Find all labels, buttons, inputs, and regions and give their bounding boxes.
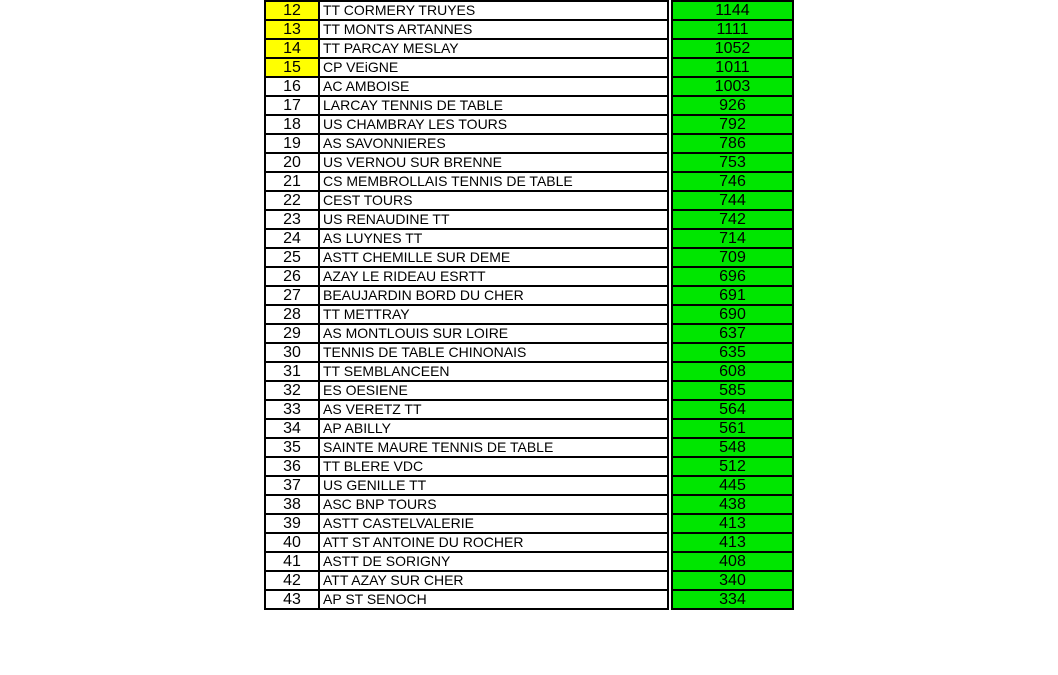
points-cell: 548: [672, 438, 793, 457]
club-name-cell: ATT AZAY SUR CHER: [319, 571, 668, 590]
club-name-cell: ASC BNP TOURS: [319, 495, 668, 514]
points-cell: 334: [672, 590, 793, 609]
club-name-cell: CEST TOURS: [319, 191, 668, 210]
table-row: [265, 457, 793, 476]
points-cell: 691: [672, 286, 793, 305]
rank-cell: 23: [265, 210, 319, 229]
table-row: [265, 552, 793, 571]
table-row: [265, 324, 793, 343]
rank-cell: 34: [265, 419, 319, 438]
table-row: [265, 438, 793, 457]
table-row: [265, 286, 793, 305]
club-name-cell: TT MONTS ARTANNES: [319, 20, 668, 39]
rank-cell: 39: [265, 514, 319, 533]
rank-cell: 35: [265, 438, 319, 457]
points-cell: 786: [672, 134, 793, 153]
table-row: [265, 571, 793, 590]
club-name-cell: TT METTRAY: [319, 305, 668, 324]
points-cell: 714: [672, 229, 793, 248]
rank-cell: 21: [265, 172, 319, 191]
rank-cell: 13: [265, 20, 319, 39]
points-cell: 637: [672, 324, 793, 343]
points-cell: 608: [672, 362, 793, 381]
table-row: [265, 96, 793, 115]
rank-cell: 29: [265, 324, 319, 343]
points-cell: 635: [672, 343, 793, 362]
rank-cell: 14: [265, 39, 319, 58]
club-name-cell: TT SEMBLANCEEN: [319, 362, 668, 381]
rank-cell: 38: [265, 495, 319, 514]
points-cell: 564: [672, 400, 793, 419]
club-name-cell: US CHAMBRAY LES TOURS: [319, 115, 668, 134]
club-name-cell: TT CORMERY TRUYES: [319, 1, 668, 20]
table-row: [265, 134, 793, 153]
club-name-cell: ES OESIENE: [319, 381, 668, 400]
table-row: [265, 229, 793, 248]
club-name-cell: CS MEMBROLLAIS TENNIS DE TABLE: [319, 172, 668, 191]
club-name-cell: SAINTE MAURE TENNIS DE TABLE: [319, 438, 668, 457]
points-cell: 445: [672, 476, 793, 495]
points-cell: 709: [672, 248, 793, 267]
table-row: [265, 590, 793, 609]
points-cell: 792: [672, 115, 793, 134]
points-cell: 512: [672, 457, 793, 476]
club-name-cell: US GENILLE TT: [319, 476, 668, 495]
table-row: [265, 77, 793, 96]
club-name-cell: TT BLERE VDC: [319, 457, 668, 476]
club-name-cell: AS MONTLOUIS SUR LOIRE: [319, 324, 668, 343]
club-name-cell: AS SAVONNIERES: [319, 134, 668, 153]
points-cell: 1003: [672, 77, 793, 96]
rank-cell: 28: [265, 305, 319, 324]
table-row: [265, 153, 793, 172]
club-name-cell: AP ST SENOCH: [319, 590, 668, 609]
points-cell: 1052: [672, 39, 793, 58]
rank-cell: 25: [265, 248, 319, 267]
table-row: [265, 191, 793, 210]
rank-cell: 33: [265, 400, 319, 419]
table-row: [265, 305, 793, 324]
points-cell: 585: [672, 381, 793, 400]
table-row: [265, 210, 793, 229]
table-row: [265, 172, 793, 191]
rank-cell: 12: [265, 1, 319, 20]
points-cell: 413: [672, 514, 793, 533]
table-row: [265, 381, 793, 400]
club-name-cell: AC AMBOISE: [319, 77, 668, 96]
points-cell: 1011: [672, 58, 793, 77]
rank-cell: 24: [265, 229, 319, 248]
club-name-cell: ASTT CASTELVALERIE: [319, 514, 668, 533]
table-row: [265, 533, 793, 552]
rank-cell: 15: [265, 58, 319, 77]
rank-cell: 30: [265, 343, 319, 362]
rank-cell: 42: [265, 571, 319, 590]
club-name-cell: ATT ST ANTOINE DU ROCHER: [319, 533, 668, 552]
rank-cell: 18: [265, 115, 319, 134]
table-row: [265, 115, 793, 134]
points-cell: 926: [672, 96, 793, 115]
rank-cell: 40: [265, 533, 319, 552]
points-cell: 753: [672, 153, 793, 172]
points-cell: 696: [672, 267, 793, 286]
rank-cell: 37: [265, 476, 319, 495]
rank-cell: 27: [265, 286, 319, 305]
rank-cell: 32: [265, 381, 319, 400]
rank-cell: 16: [265, 77, 319, 96]
points-cell: 1111: [672, 20, 793, 39]
table-row: [265, 58, 793, 77]
club-name-cell: TT PARCAY MESLAY: [319, 39, 668, 58]
points-cell: 561: [672, 419, 793, 438]
table-row: [265, 362, 793, 381]
points-cell: 742: [672, 210, 793, 229]
table-row: [265, 514, 793, 533]
club-name-cell: ASTT CHEMILLE SUR DEME: [319, 248, 668, 267]
rank-cell: 22: [265, 191, 319, 210]
club-name-cell: BEAUJARDIN BORD DU CHER: [319, 286, 668, 305]
rank-cell: 26: [265, 267, 319, 286]
rank-cell: 31: [265, 362, 319, 381]
points-cell: 438: [672, 495, 793, 514]
club-name-cell: US VERNOU SUR BRENNE: [319, 153, 668, 172]
club-name-cell: AS VERETZ TT: [319, 400, 668, 419]
ranking-sheet: [264, 0, 794, 610]
points-cell: 1144: [672, 1, 793, 20]
rank-cell: 19: [265, 134, 319, 153]
points-cell: 413: [672, 533, 793, 552]
rank-cell: 36: [265, 457, 319, 476]
table-row: [265, 1, 793, 20]
club-name-cell: AP ABILLY: [319, 419, 668, 438]
table-row: [265, 400, 793, 419]
table-row: [265, 267, 793, 286]
rank-cell: 17: [265, 96, 319, 115]
points-cell: 690: [672, 305, 793, 324]
club-name-cell: LARCAY TENNIS DE TABLE: [319, 96, 668, 115]
points-cell: 744: [672, 191, 793, 210]
club-name-cell: US RENAUDINE TT: [319, 210, 668, 229]
rank-cell: 43: [265, 590, 319, 609]
table-row: [265, 495, 793, 514]
points-cell: 746: [672, 172, 793, 191]
club-name-cell: CP VEiGNE: [319, 58, 668, 77]
table-row: [265, 39, 793, 58]
club-name-cell: AZAY LE RIDEAU ESRTT: [319, 267, 668, 286]
table-row: [265, 248, 793, 267]
points-cell: 408: [672, 552, 793, 571]
table-row: [265, 419, 793, 438]
table-row: [265, 343, 793, 362]
table-row: [265, 476, 793, 495]
table-row: [265, 20, 793, 39]
club-name-cell: ASTT DE SORIGNY: [319, 552, 668, 571]
ranking-table-body: [265, 0, 793, 609]
rank-cell: 20: [265, 153, 319, 172]
club-ranking-table: [264, 0, 794, 610]
club-name-cell: AS LUYNES TT: [319, 229, 668, 248]
rank-cell: 41: [265, 552, 319, 571]
club-name-cell: TENNIS DE TABLE CHINONAIS: [319, 343, 668, 362]
points-cell: 340: [672, 571, 793, 590]
